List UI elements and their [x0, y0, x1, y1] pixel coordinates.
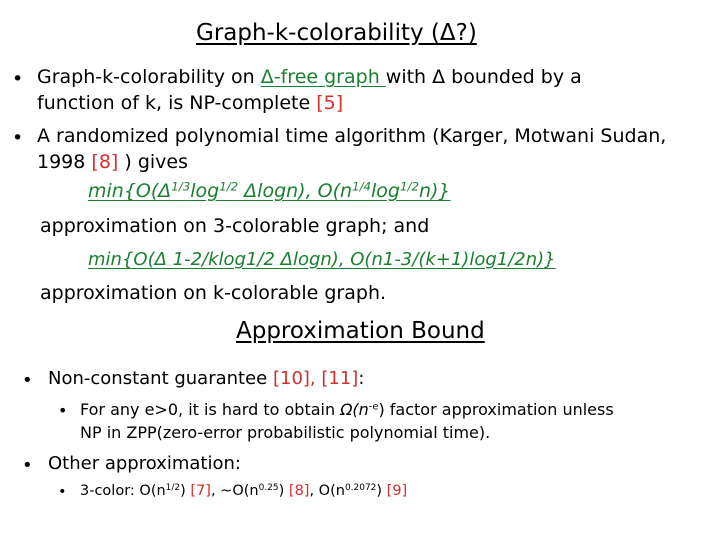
bullet-4-line: Other approximation:	[48, 453, 241, 474]
approx-sup: 0.25	[258, 483, 279, 494]
bullet-1-line-1	[37, 66, 582, 88]
citation-7: [7]	[190, 483, 211, 499]
citation-10-11: [10], [11]	[272, 368, 359, 389]
bullet-1-text: Graph-k-colorability on	[37, 66, 261, 88]
bullet-3-text: Non-constant guarantee	[48, 368, 273, 389]
approx-text: )	[278, 483, 289, 499]
sub-bullet-3-text: For any e>0, it is hard to obtain	[80, 400, 341, 419]
sub-bullet-3-line-1	[80, 400, 614, 419]
approx-sup: 1/2	[165, 483, 181, 494]
formula-part: Δlogn), O(n	[238, 180, 353, 202]
sub-bullet-4-line	[80, 483, 407, 499]
bullet-1-text-cont: with Δ bounded by a	[385, 66, 582, 88]
formula-k-colorable[interactable]: min{O(Δ 1-2/klog1/2 Δlogn), O(n1-3/(k+1)log1/2n)}	[88, 249, 556, 270]
omega-term: Ω(n	[340, 400, 369, 419]
approx-sup: 0.2072	[344, 483, 377, 494]
citation-8b: [8]	[288, 483, 310, 499]
citation-8: [8]	[91, 151, 119, 173]
bullet-marker: •	[58, 401, 68, 420]
formula-3-colorable[interactable]	[88, 180, 450, 202]
approx-text: )	[376, 483, 387, 499]
bullet-1-text-2: function of k, is NP-complete	[37, 92, 317, 114]
sub-bullet-3-line-2: NP in ZPP(zero-error probabilistic polynomial time).	[80, 423, 491, 442]
formula-sup: 1/3	[171, 179, 191, 194]
sub-bullet-3-text-cont: ) factor approximation unless	[378, 400, 614, 419]
omega-exponent: -e	[368, 401, 379, 413]
bullet-2-line-3: approximation on 3-colorable graph; and	[40, 215, 430, 237]
bullet-2-text: 1998	[37, 151, 92, 173]
formula-sup: 1/4	[352, 179, 372, 194]
page-title: Graph-k-colorability (Δ?)	[196, 20, 477, 46]
citation-9: [9]	[386, 483, 408, 499]
formula-part: log	[371, 180, 400, 202]
bullet-3-line	[48, 368, 364, 389]
formula-sup: 1/2	[219, 179, 239, 194]
approx-text: 3-color: O(n	[80, 483, 166, 499]
bullet-marker: •	[22, 455, 33, 476]
approx-text: , ~O(n	[210, 483, 259, 499]
approx-text: )	[180, 483, 191, 499]
bullet-marker: •	[58, 484, 67, 500]
citation-5: [5]	[316, 92, 344, 114]
approx-text: , O(n	[309, 483, 345, 499]
bullet-marker: •	[22, 370, 33, 391]
bullet-2-line-2	[37, 151, 188, 173]
formula-part: n)}	[418, 180, 451, 202]
bullet-marker: •	[12, 127, 24, 149]
bullet-2-line-1: A randomized polynomial time algorithm (Karger, Motwani Sudan,	[37, 125, 667, 147]
formula-part: min{O(Δ	[88, 180, 172, 202]
bullet-marker: •	[12, 68, 24, 90]
bullet-2-line-4: approximation on k-colorable graph.	[40, 282, 387, 304]
bullet-1-line-2	[37, 92, 343, 114]
formula-part: log	[190, 180, 220, 202]
section-title: Approximation Bound	[236, 318, 485, 344]
bullet-3-colon: :	[358, 368, 365, 389]
bullet-2-text-cont: ) gives	[118, 151, 188, 173]
formula-sup: 1/2	[400, 179, 419, 194]
delta-free-graph-link[interactable]: Δ-free graph	[260, 66, 386, 88]
